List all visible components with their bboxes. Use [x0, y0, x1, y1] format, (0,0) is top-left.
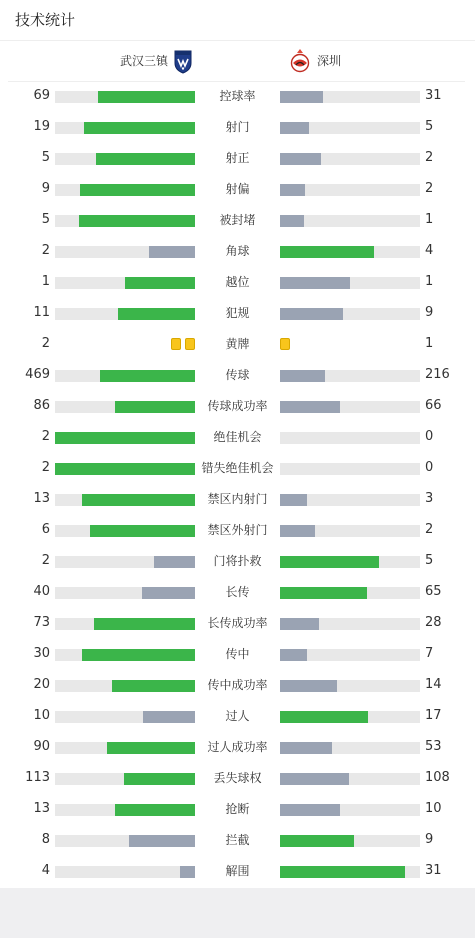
- away-stat-value: 4: [425, 243, 434, 258]
- home-stat-bar: [55, 401, 195, 413]
- stat-label: 射偏: [225, 182, 250, 196]
- home-stat-value: 2: [41, 460, 50, 475]
- home-stat-bar-fill: [149, 246, 195, 258]
- away-stat-value: 53: [425, 739, 442, 754]
- away-stat-bar: [280, 835, 420, 847]
- home-stat-bar: [55, 742, 195, 754]
- away-stat-bar-fill: [280, 308, 343, 320]
- away-stat-bar: [280, 432, 420, 444]
- yellow-card-icon: [185, 338, 195, 350]
- home-stat-bar-fill: [79, 215, 195, 227]
- home-stat-value: 40: [33, 584, 50, 599]
- yellow-card-icon: [280, 338, 290, 350]
- home-stat-value: 19: [33, 119, 50, 134]
- away-stat-bar: [280, 494, 420, 506]
- away-stat-bar-fill: [280, 246, 374, 258]
- away-stat-bar-fill: [280, 153, 321, 165]
- stat-row: [0, 454, 475, 485]
- away-stat-bar: [280, 773, 420, 785]
- home-stat-value: 13: [33, 491, 50, 506]
- home-stat-bar: [55, 587, 195, 599]
- stat-label: 犯规: [225, 306, 250, 320]
- home-stat-value: 11: [33, 305, 50, 320]
- home-stat-bar: [55, 308, 195, 320]
- home-stat-bar: [55, 370, 195, 382]
- away-stat-bar: [280, 711, 420, 723]
- away-stat-bar: [280, 215, 420, 227]
- away-stat-bar: [280, 742, 420, 754]
- stat-row: [0, 206, 475, 237]
- stat-label: 传中成功率: [207, 678, 268, 692]
- away-stat-bar: [280, 618, 420, 630]
- home-stat-bar: [55, 773, 195, 785]
- home-stat-bar: [55, 525, 195, 537]
- shenzhen-fc-crest-icon[interactable]: [290, 48, 310, 74]
- home-stat-value: 469: [25, 367, 50, 382]
- home-stat-bar-fill: [143, 711, 195, 723]
- stat-row: [0, 144, 475, 175]
- stat-row: [0, 82, 475, 113]
- home-stat-value: 2: [41, 429, 50, 444]
- home-stat-bar-fill: [100, 370, 195, 382]
- home-stat-value: 9: [41, 181, 50, 196]
- away-stat-bar: [280, 463, 420, 475]
- home-stat-bar-fill: [115, 804, 195, 816]
- away-stat-bar: [280, 556, 420, 568]
- away-stat-value: 31: [425, 863, 442, 878]
- stat-label: 绝佳机会: [213, 430, 262, 444]
- home-stat-bar-fill: [112, 680, 195, 692]
- home-stat-bar-fill: [107, 742, 195, 754]
- home-stat-value: 2: [41, 553, 50, 568]
- away-stat-bar: [280, 370, 420, 382]
- away-team-name[interactable]: 深圳: [317, 54, 342, 68]
- home-stat-bar-fill: [84, 122, 195, 134]
- stat-label: 控球率: [219, 89, 256, 103]
- stat-row: [0, 423, 475, 454]
- away-stat-bar: [280, 308, 420, 320]
- home-stat-value: 113: [25, 770, 50, 785]
- stat-row: [0, 764, 475, 795]
- home-stat-bar: [55, 184, 195, 196]
- away-stat-value: 9: [425, 832, 434, 847]
- home-stat-bar: [55, 463, 195, 475]
- home-stat-bar-fill: [55, 463, 195, 475]
- home-stat-bar-fill: [124, 773, 195, 785]
- home-stat-bar: [55, 618, 195, 630]
- stat-label: 过人成功率: [207, 740, 268, 754]
- home-stat-value: 4: [41, 863, 50, 878]
- home-stat-value: 13: [33, 801, 50, 816]
- page-title: 技术统计: [15, 11, 76, 29]
- away-stat-bar-fill: [280, 804, 340, 816]
- home-stat-bar-fill: [115, 401, 195, 413]
- away-stat-bar: [280, 122, 420, 134]
- stat-row: [0, 175, 475, 206]
- home-stat-bar-fill: [82, 649, 195, 661]
- away-stat-bar-fill: [280, 773, 349, 785]
- stat-row: [0, 268, 475, 299]
- home-stat-bar: [55, 680, 195, 692]
- away-stat-bar: [280, 587, 420, 599]
- stat-label: 传球: [225, 368, 250, 382]
- away-stat-value: 216: [425, 367, 450, 382]
- home-stat-value: 73: [33, 615, 50, 630]
- home-stat-value: 5: [41, 150, 50, 165]
- home-stat-value: 1: [41, 274, 50, 289]
- away-stat-value: 28: [425, 615, 442, 630]
- stat-row: [0, 826, 475, 857]
- home-stat-bar-fill: [154, 556, 195, 568]
- wuhan-three-towns-crest-icon[interactable]: [173, 48, 193, 74]
- away-stat-bar: [280, 184, 420, 196]
- stat-label: 传中: [225, 647, 250, 661]
- away-stat-bar-fill: [280, 711, 368, 723]
- stat-label: 被封堵: [219, 213, 256, 227]
- stat-label: 长传: [225, 585, 250, 599]
- stat-label: 角球: [225, 244, 250, 258]
- away-stat-bar-fill: [280, 587, 367, 599]
- home-stat-bar-fill: [98, 91, 195, 103]
- away-yellow-cards: [280, 338, 290, 352]
- away-stat-bar-fill: [280, 742, 332, 754]
- yellow-card-icon: [171, 338, 181, 350]
- stat-row: [0, 113, 475, 144]
- away-stat-value: 2: [425, 181, 434, 196]
- home-stat-bar: [55, 556, 195, 568]
- home-stat-bar-fill: [180, 866, 195, 878]
- home-stat-bar-fill: [90, 525, 195, 537]
- away-stat-bar-fill: [280, 525, 315, 537]
- away-stat-bar-fill: [280, 494, 307, 506]
- away-stat-value: 1: [425, 274, 434, 289]
- home-stat-bar: [55, 122, 195, 134]
- stat-row: [0, 361, 475, 392]
- home-stat-bar-fill: [118, 308, 195, 320]
- home-stat-value: 8: [41, 832, 50, 847]
- home-stat-bar: [55, 432, 195, 444]
- stat-row: [0, 299, 475, 330]
- home-stat-value: 69: [33, 88, 50, 103]
- stat-row: [0, 671, 475, 702]
- home-stat-value: 20: [33, 677, 50, 692]
- stat-row: [0, 640, 475, 671]
- stat-label: 越位: [225, 275, 250, 289]
- away-stat-value: 5: [425, 119, 434, 134]
- away-stat-bar: [280, 804, 420, 816]
- away-stat-value: 31: [425, 88, 442, 103]
- stat-label: 错失绝佳机会: [201, 461, 274, 475]
- stat-label: 黄牌: [225, 337, 250, 351]
- teams-header: [0, 44, 475, 78]
- home-stat-bar-fill: [82, 494, 195, 506]
- stat-row: [0, 702, 475, 733]
- away-stat-bar: [280, 649, 420, 661]
- stat-label: 拦截: [225, 833, 250, 847]
- away-stat-bar-fill: [280, 277, 350, 289]
- home-stat-value: 5: [41, 212, 50, 227]
- home-stat-bar: [55, 215, 195, 227]
- away-stat-value: 66: [425, 398, 442, 413]
- away-stat-value: 0: [425, 460, 434, 475]
- away-stat-bar-fill: [280, 184, 305, 196]
- home-stat-value: 90: [33, 739, 50, 754]
- away-stat-bar-fill: [280, 649, 307, 661]
- away-stat-bar-fill: [280, 91, 323, 103]
- stat-row: [0, 857, 475, 888]
- home-stat-bar: [55, 246, 195, 258]
- stat-label: 禁区外射门: [207, 523, 268, 537]
- home-stat-bar: [55, 91, 195, 103]
- stat-label: 门将扑救: [213, 554, 262, 568]
- stat-label: 传球成功率: [207, 399, 268, 413]
- away-stat-value: 1: [425, 336, 434, 351]
- away-stat-bar-fill: [280, 835, 354, 847]
- away-stat-value: 14: [425, 677, 442, 692]
- away-stat-value: 5: [425, 553, 434, 568]
- stat-row: [0, 578, 475, 609]
- stat-row: [0, 516, 475, 547]
- home-stat-bar: [55, 649, 195, 661]
- home-stat-bar: [55, 866, 195, 878]
- away-stat-value: 2: [425, 522, 434, 537]
- away-stat-bar-fill: [280, 401, 340, 413]
- home-stat-bar-fill: [129, 835, 195, 847]
- away-stat-value: 65: [425, 584, 442, 599]
- away-stat-bar: [280, 246, 420, 258]
- away-stat-value: 10: [425, 801, 442, 816]
- away-stat-value: 17: [425, 708, 442, 723]
- stat-label: 过人: [225, 709, 250, 723]
- away-stat-bar: [280, 401, 420, 413]
- away-stat-value: 108: [425, 770, 450, 785]
- divider: [0, 40, 475, 41]
- home-stat-bar: [55, 153, 195, 165]
- home-stat-bar-fill: [55, 432, 195, 444]
- home-stat-bar-fill: [142, 587, 195, 599]
- home-stat-bar: [55, 804, 195, 816]
- home-stat-value: 30: [33, 646, 50, 661]
- away-stat-bar-fill: [280, 556, 379, 568]
- home-stat-bar-fill: [125, 277, 195, 289]
- away-stat-bar: [280, 91, 420, 103]
- away-stat-value: 2: [425, 150, 434, 165]
- home-stat-bar: [55, 277, 195, 289]
- home-team-name[interactable]: 武汉三镇: [119, 54, 168, 68]
- away-stat-value: 0: [425, 429, 434, 444]
- stat-row: [0, 237, 475, 268]
- home-stat-value: 2: [41, 336, 50, 351]
- home-stat-bar-fill: [96, 153, 195, 165]
- stat-row: [0, 547, 475, 578]
- away-stat-value: 1: [425, 212, 434, 227]
- stat-row: [0, 330, 475, 361]
- home-stat-bar: [55, 835, 195, 847]
- away-stat-bar-fill: [280, 215, 304, 227]
- stat-label: 禁区内射门: [207, 492, 268, 506]
- home-yellow-cards: [171, 338, 195, 352]
- stat-row: [0, 485, 475, 516]
- stat-label: 抢断: [225, 802, 250, 816]
- home-stat-value: 10: [33, 708, 50, 723]
- stat-row: [0, 392, 475, 423]
- stat-label: 长传成功率: [207, 616, 268, 630]
- stat-row: [0, 733, 475, 764]
- away-stat-value: 7: [425, 646, 434, 661]
- home-stat-bar-fill: [94, 618, 195, 630]
- away-stat-bar: [280, 866, 420, 878]
- stats-list: [0, 82, 475, 888]
- away-stat-bar-fill: [280, 866, 405, 878]
- away-stat-bar: [280, 277, 420, 289]
- stat-label: 射正: [225, 151, 250, 165]
- away-stat-bar: [280, 680, 420, 692]
- stat-row: [0, 795, 475, 826]
- home-stat-bar-fill: [80, 184, 195, 196]
- home-stat-value: 2: [41, 243, 50, 258]
- away-stat-bar: [280, 153, 420, 165]
- stat-label: 射门: [225, 120, 250, 134]
- home-stat-value: 86: [33, 398, 50, 413]
- stat-label: 丢失球权: [213, 771, 262, 785]
- away-stat-bar-fill: [280, 370, 325, 382]
- away-stat-value: 3: [425, 491, 434, 506]
- stat-label: 解围: [225, 864, 250, 878]
- away-stat-value: 9: [425, 305, 434, 320]
- home-stat-bar: [55, 711, 195, 723]
- stat-row: [0, 609, 475, 640]
- away-stat-bar-fill: [280, 618, 319, 630]
- away-stat-bar-fill: [280, 122, 309, 134]
- home-stat-value: 6: [41, 522, 50, 537]
- away-stat-bar: [280, 525, 420, 537]
- home-stat-bar: [55, 494, 195, 506]
- away-stat-bar-fill: [280, 680, 337, 692]
